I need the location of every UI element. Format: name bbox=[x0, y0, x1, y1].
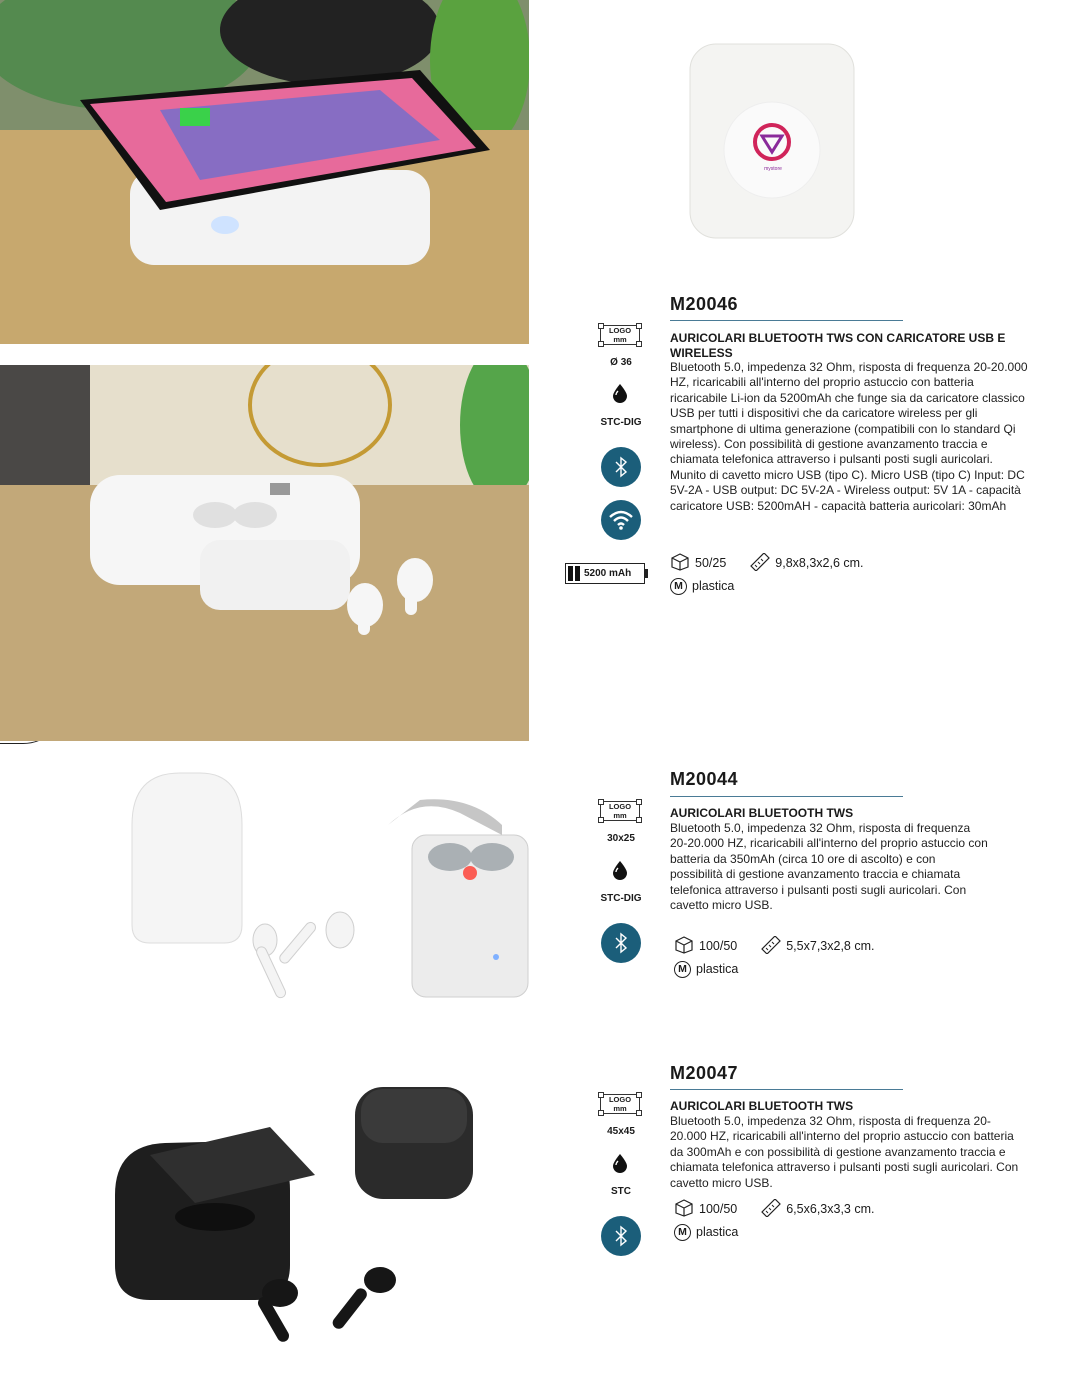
material-value: plastica bbox=[696, 962, 739, 976]
product-title: AURICOLARI BLUETOOTH TWS CON CARICATORE USB E WIRELESS bbox=[670, 331, 1006, 360]
dimensions-value: 5,5x7,3x2,8 cm. bbox=[786, 939, 875, 953]
logo-corner bbox=[598, 341, 604, 347]
ink-drop-icon bbox=[611, 860, 629, 885]
logo-corner bbox=[598, 817, 604, 823]
bluetooth-icon bbox=[601, 923, 641, 963]
battery-tip bbox=[645, 569, 648, 578]
packaging-row bbox=[670, 553, 864, 573]
battery-icon bbox=[566, 566, 584, 581]
logo-corner bbox=[598, 1092, 604, 1098]
logo-box bbox=[600, 325, 640, 345]
ruler-icon bbox=[750, 553, 770, 574]
logo-corner bbox=[598, 1110, 604, 1116]
product-image-m20047 bbox=[105, 1085, 515, 1350]
bluetooth-icon bbox=[601, 1216, 641, 1256]
logo-corner bbox=[598, 323, 604, 329]
logo-size-badge bbox=[600, 325, 640, 345]
bluetooth-icon bbox=[601, 447, 641, 487]
earbuds-photo-illustration bbox=[0, 365, 529, 741]
dimensions-value: 9,8x8,3x2,6 cm. bbox=[775, 556, 864, 570]
logo-corner bbox=[636, 817, 642, 823]
logo-size-value: 45x45 bbox=[607, 1126, 635, 1137]
logo-size-value: Ø 36 bbox=[610, 357, 632, 368]
packaging-value: 100/50 bbox=[699, 939, 738, 953]
lifestyle-photo-charger bbox=[0, 0, 529, 344]
code-underline bbox=[670, 1089, 903, 1090]
logo-corner bbox=[636, 1110, 642, 1116]
logo-corner bbox=[636, 1092, 642, 1098]
material-row bbox=[670, 576, 734, 596]
white-earbuds-illustration bbox=[120, 765, 540, 1015]
battery-capacity: 5200 mAh bbox=[584, 568, 632, 579]
material-row bbox=[674, 959, 738, 979]
material-icon: M bbox=[670, 578, 687, 595]
product-image-m20046 bbox=[688, 40, 856, 240]
brand-logo-text: mystore bbox=[764, 166, 782, 172]
logo-label: LOGO bbox=[608, 802, 632, 811]
print-technique: STC-DIG bbox=[600, 893, 642, 904]
ruler-icon bbox=[761, 936, 781, 957]
ink-drop-icon bbox=[611, 383, 629, 408]
logo-corner bbox=[636, 341, 642, 347]
print-technique: STC-DIG bbox=[600, 417, 642, 428]
ink-drop-icon bbox=[611, 1153, 629, 1178]
product-description: Bluetooth 5.0, impedenza 32 Ohm, risposta di frequenza 20-20.000 HZ, ricaricabili all'interno del proprio astuccio con batteria ricaricabile Li-ion da 5200mAh che funge sia da caricatore classico USB per tutti i dispositivi che da caricatore wireless per gli smartphone di ultima generazione (compatibili con lo standard Qi wireless). Con possibilità di gestione avanzamento traccia e chiamata telefonica attraverso i pulsanti posti sugli auricolari. Munito di cavetto micro USB (tipo C). Micro USB (tipo C) Input: DC 5V-2A - USB output: DC 5V-2A - Wireless output: 5V 1A - capacità caricatore USB: 5200mAH - capacità batteria auricolari: 30mAh bbox=[670, 360, 1028, 513]
charging-case-illustration bbox=[688, 40, 856, 240]
material-value: plastica bbox=[696, 1225, 739, 1239]
dimensions-value: 6,5x6,3x3,3 cm. bbox=[786, 1202, 875, 1216]
logo-label: LOGO bbox=[608, 1095, 632, 1104]
logo-corner bbox=[636, 323, 642, 329]
logo-unit: mm bbox=[613, 810, 627, 820]
lifestyle-photo-earbuds bbox=[0, 365, 529, 741]
packaging-value: 50/25 bbox=[695, 556, 727, 570]
logo-size-badge bbox=[600, 801, 640, 821]
product-image-m20044 bbox=[120, 765, 540, 1015]
packaging-row bbox=[674, 1199, 874, 1219]
logo-box bbox=[600, 801, 640, 821]
product-description: Bluetooth 5.0, impedenza 32 Ohm, risposta di frequenza 20-20.000 HZ, ricaricabili all'interno del proprio astuccio con batteria da 350mAh (circa 10 ore di ascolto) e con possibilità di gestione avanzamento traccia e chiamata telefonica attraverso i pulsanti posti sugli auricolari. Con cavetto micro USB. bbox=[670, 821, 988, 913]
logo-size-badge bbox=[600, 1094, 640, 1114]
logo-size-value: 30x25 bbox=[607, 833, 635, 844]
box-icon bbox=[674, 1199, 694, 1220]
logo-corner bbox=[636, 799, 642, 805]
material-icon: M bbox=[674, 1224, 691, 1241]
code-underline bbox=[670, 796, 903, 797]
material-value: plastica bbox=[692, 579, 735, 593]
box-icon bbox=[674, 936, 694, 957]
print-technique: STC bbox=[611, 1186, 631, 1197]
battery-capacity-badge bbox=[565, 563, 645, 584]
logo-label: LOGO bbox=[608, 326, 632, 335]
ruler-icon bbox=[761, 1199, 781, 1220]
product-code: M20044 bbox=[670, 769, 739, 789]
product-code: M20047 bbox=[670, 1063, 739, 1083]
box-icon bbox=[670, 553, 690, 574]
code-underline bbox=[670, 320, 903, 321]
material-icon: M bbox=[674, 961, 691, 978]
packaging-row bbox=[674, 936, 874, 956]
product-code: M20046 bbox=[670, 294, 739, 314]
logo-unit: mm bbox=[613, 1103, 627, 1113]
product-title: AURICOLARI BLUETOOTH TWS bbox=[670, 806, 854, 820]
black-earbuds-illustration bbox=[105, 1085, 515, 1350]
logo-box bbox=[600, 1094, 640, 1114]
charger-photo-illustration bbox=[0, 0, 529, 344]
product-description: Bluetooth 5.0, impedenza 32 Ohm, risposta di frequenza 20-20.000 HZ, ricaricabili all'interno del proprio astuccio con batteria da 300mAh e con possibilità di gestione avanzamento traccia e chiamata telefonica attraverso i pulsanti posti sugli auricolari. Con cavetto micro USB. bbox=[670, 1114, 1019, 1190]
logo-unit: mm bbox=[613, 334, 627, 344]
product-title: AURICOLARI BLUETOOTH TWS bbox=[670, 1099, 854, 1113]
packaging-value: 100/50 bbox=[699, 1202, 738, 1216]
wireless-icon bbox=[601, 500, 641, 540]
logo-corner bbox=[598, 799, 604, 805]
material-row bbox=[674, 1222, 738, 1242]
